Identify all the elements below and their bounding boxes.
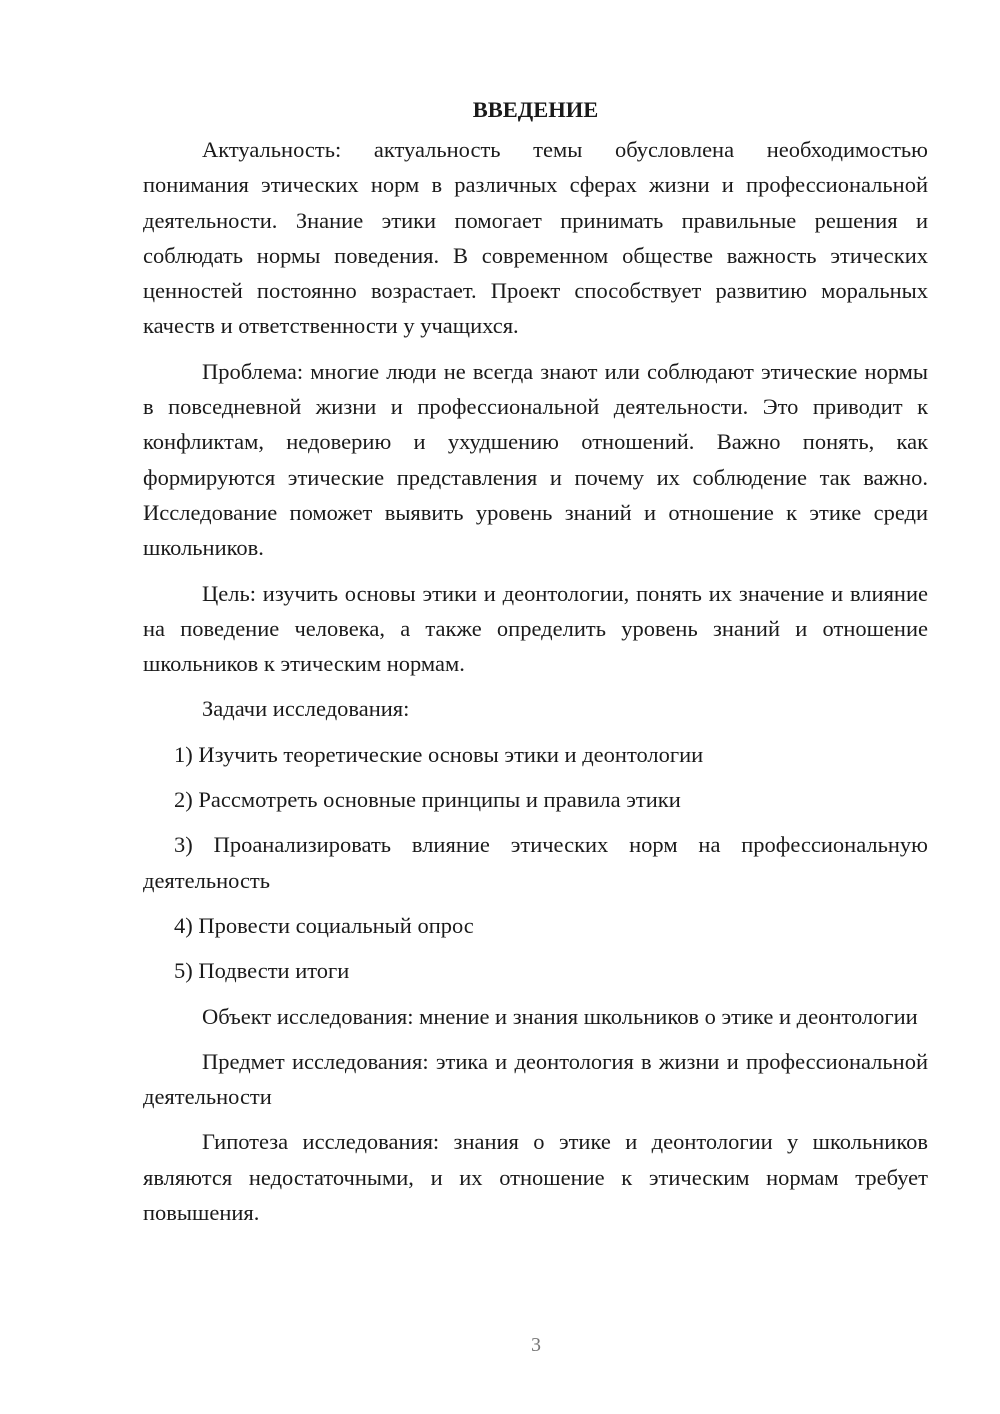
relevance-paragraph: Актуальность: актуальность темы обусловлена необходимостью понимания этических норм в различных сферах жизни и профессиональной деятельности. Знание этики помогает принимать правильные решения и соблюдать нормы поведения. В современном обществе важность этических ценностей постоянно возрастает. Проект способствует развитию моральных качеств и ответственности у учащихся. — [143, 137, 928, 339]
hypothesis-paragraph: Гипотеза исследования: знания о этике и деонтологии у школьников являются недостаточными, и их отношение к этическим нормам требует повышения. — [143, 1129, 928, 1226]
task-item: 4) Провести социальный опрос — [174, 912, 474, 938]
object-paragraph: Объект исследования: мнение и знания школьников о этике и деонтологии — [202, 1003, 918, 1029]
task-item: 2) Рассмотреть основные принципы и правила этики — [174, 787, 681, 813]
task-item: 3) Проанализировать влияние этических норм на профессиональную деятельность — [143, 832, 928, 893]
tasks-heading: Задачи исследования: — [202, 696, 410, 722]
problem-paragraph: Проблема: многие люди не всегда знают или соблюдают этические нормы в повседневной жизни и профессиональной деятельности. Это приводит к конфликтам, недоверию и ухудшению отношений. Важно понять, как формируются этические представления и почему их соблюдение так важно. Исследование поможет выявить уровень знаний и отношение к этике среди школьников. — [143, 358, 928, 561]
goal-paragraph: Цель: изучить основы этики и деонтологии, понять их значение и влияние на поведение человека, а также определить уровень знаний и отношение школьников к этическим нормам. — [143, 580, 928, 677]
task-item: 5) Подвести итоги — [174, 958, 350, 984]
task-item: 1) Изучить теоретические основы этики и деонтологии — [174, 741, 704, 767]
subject-paragraph: Предмет исследования: этика и деонтология в жизни и профессиональной деятельности — [143, 1048, 928, 1110]
section-title: ВВЕДЕНИЕ — [472, 97, 599, 122]
tasks-list — [143, 737, 928, 989]
document-body — [143, 92, 928, 1230]
page-number: 3 — [531, 1334, 541, 1356]
